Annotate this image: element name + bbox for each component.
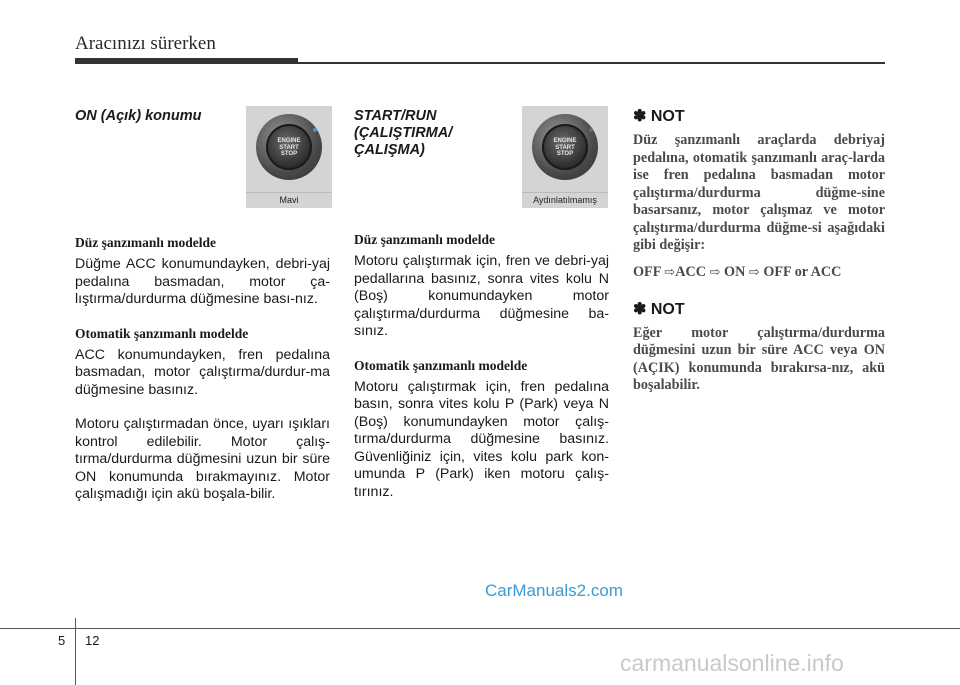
arrow-right-icon: ⇨ xyxy=(709,264,721,280)
asterisk-icon: ✽ xyxy=(633,300,647,318)
image-caption: Aydınlatılmamış xyxy=(522,192,608,208)
page-number: 12 xyxy=(85,633,100,648)
arrow-right-icon: ⇨ xyxy=(748,264,760,280)
indicator-light-icon xyxy=(313,128,317,132)
button-label: ENGINE START STOP xyxy=(553,138,577,157)
column-notes xyxy=(633,106,885,404)
engine-start-button-image xyxy=(522,106,608,192)
note-heading: ✽ NOT xyxy=(633,108,685,125)
section-title-on: ON (Açık) konumu xyxy=(75,108,202,124)
paragraph: Motoru çalıştırmak için, fren ve debri-yaj pedallarına basınız, sonra vites kolu N (Boş) konumundayken motor çalıştırma/durdurma düğmesine ba-sınız. xyxy=(354,253,609,339)
section-title-start-run: START/RUN (ÇALIŞTIRMA/ ÇALIŞMA) xyxy=(354,108,453,158)
button-label: ENGINE START STOP xyxy=(277,138,301,157)
header-rule xyxy=(75,62,885,64)
indicator-light-icon xyxy=(589,128,593,132)
column-start-run-body xyxy=(354,232,609,518)
subhead-manual: Düz şanzımanlı modelde xyxy=(354,232,496,247)
arrow-right-icon: ⇨ xyxy=(664,264,676,280)
note-text: Düz şanzımanlı araçlarda debriyaj pedalına, otomatik şanzımanlı araç-larda ise fren pedalına basmadan motor çalıştırma/durdurma düğme-sine basarsanız, motor çalışmaz ve motor çalıştırma/durdurma düğme-si aşağıdaki gibi değişir: xyxy=(633,132,885,253)
image-caption: Mavi xyxy=(246,192,332,208)
asterisk-icon: ✽ xyxy=(633,108,647,125)
paragraph: Motoru çalıştırmak için, fren pedalına basın, sonra vites kolu P (Park) veya N (Boş) konumundayken motor çalış-tırma/durdurma düğmesine basınız. Güvenliğiniz için, vites kolu park kon-umunda P (Park) iken motoru çalış-tırınız. xyxy=(354,378,609,500)
watermark-link[interactable]: CarManuals2.com xyxy=(485,581,623,600)
subhead-manual: Düz şanzımanlı modelde xyxy=(75,235,217,250)
note-heading: ✽ NOT xyxy=(633,300,685,318)
paragraph: ACC konumundayken, fren pedalına basmadan, motor çalıştırma/durdur-ma düğmesine basınız. xyxy=(75,346,330,398)
subhead-automatic: Otomatik şanzımanlı modelde xyxy=(354,357,528,373)
engine-start-button-image xyxy=(246,106,332,192)
watermark-footer: carmanualsonline.info xyxy=(620,650,844,676)
note-text: Eğer motor çalıştırma/durdurma düğmesini uzun bir süre ACC veya ON (AÇIK) konumunda bırakırsa-nız, akü boşalabilir. xyxy=(633,324,885,393)
figure-button-blue xyxy=(246,106,332,208)
chapter-number: 5 xyxy=(58,633,66,648)
footer-rule xyxy=(0,628,960,629)
footer-divider xyxy=(75,618,76,685)
subhead-automatic: Otomatik şanzımanlı modelde xyxy=(75,325,249,341)
column-on-body xyxy=(75,235,330,521)
paragraph: Düğme ACC konumundayken, debri-yaj pedalına basmadan, motor ça-lıştırma/durdurma düğmesine bası-nız. xyxy=(75,256,330,307)
figure-button-unlit xyxy=(522,106,608,208)
paragraph: Motoru çalıştırmadan önce, uyarı ışıkları kontrol edilebilir. Motor çalış-tırma/durdurma düğmesini uzun bir süre ON konumunda bırakmayınız. Motor çalışmadığı için akü boşala-bilir. xyxy=(75,416,330,502)
page-header-title: Aracınızı sürerken xyxy=(75,33,216,54)
state-sequence: OFF ⇨ACC ⇨ ON ⇨ OFF or ACC xyxy=(633,263,842,280)
